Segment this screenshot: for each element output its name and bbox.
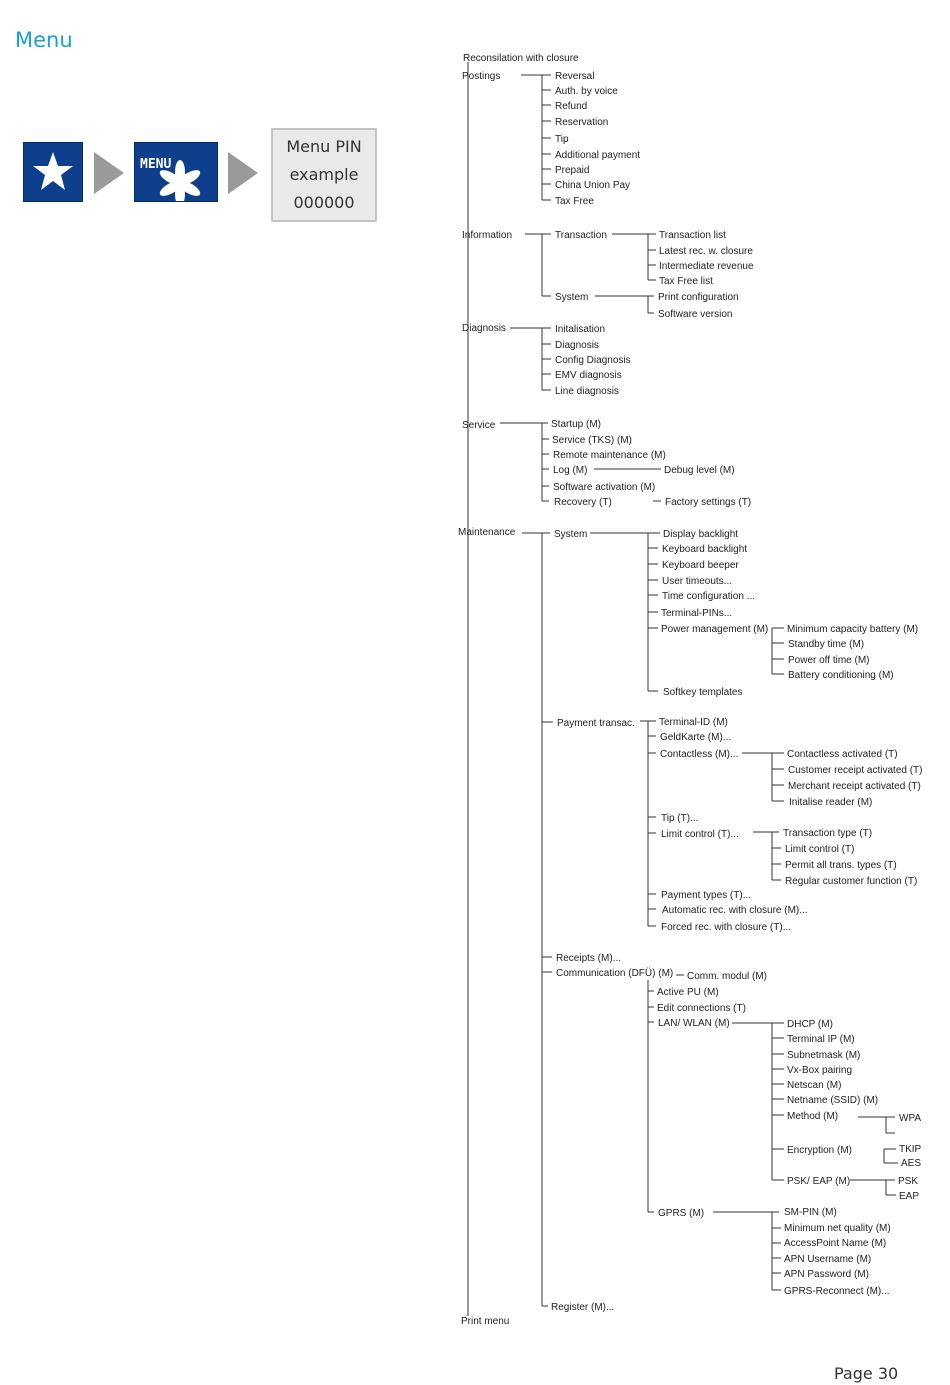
menu-item: Active PU (M) — [657, 987, 719, 998]
menu-item: Additional payment — [555, 150, 641, 161]
menu-item: Terminal-ID (M) — [659, 717, 728, 728]
page-heading: Menu — [15, 28, 73, 52]
menu-item: Softkey templates — [663, 687, 743, 698]
menu-item: Config Diagnosis — [555, 355, 631, 366]
menu-item: China Union Pay — [555, 180, 631, 191]
menu-item: Contactless activated (T) — [787, 749, 898, 760]
menu-item: Vx-Box pairing — [787, 1065, 853, 1076]
menu-item: Limit control (T)... — [661, 829, 739, 840]
menu-item: System — [555, 292, 589, 303]
menu-item: Permit all trans. types (T) — [785, 860, 897, 871]
menu-item: Tax Free list — [659, 276, 713, 287]
menu-item: Maintenance — [458, 527, 516, 538]
menu-item: Power off time (M) — [788, 655, 870, 666]
menu-item: Netname (SSID) (M) — [787, 1095, 879, 1106]
menu-item: Communication (DFÜ) (M) — [556, 968, 674, 979]
menu-item: GeldKarte (M)... — [660, 732, 732, 743]
menu-item: Reservation — [555, 117, 609, 128]
menu-item: AES — [901, 1158, 922, 1169]
menu-item: Keyboard beeper — [662, 560, 739, 571]
pin-box-title: Menu PIN — [286, 137, 362, 156]
menu-item: Regular customer function (T) — [785, 876, 918, 887]
menu-item: Display backlight — [663, 529, 739, 540]
menu-item: Line diagnosis — [555, 386, 619, 397]
menu-item: Minimum capacity battery (M) — [787, 624, 919, 635]
menu-item: WPA — [899, 1113, 922, 1124]
menu-item: Time configuration ... — [662, 591, 756, 602]
menu-item: PSK/ EAP (M) — [787, 1176, 851, 1187]
menu-item: Tax Free — [555, 196, 594, 207]
menu-item: Payment types (T)... — [661, 890, 752, 901]
menu-item: Factory settings (T) — [665, 497, 752, 508]
menu-item: Tip — [555, 134, 569, 145]
menu-item: LAN/ WLAN (M) — [658, 1018, 730, 1029]
menu-item: Contactless (M)... — [660, 749, 739, 760]
menu-item: Auth. by voice — [555, 86, 618, 97]
menu-item: Reconsilation with closure — [463, 53, 579, 64]
menu-item: Terminal-PINs... — [661, 608, 733, 619]
menu-item: Recovery (T) — [554, 497, 612, 508]
menu-item: Reversal — [555, 71, 595, 82]
menu-item: Prepaid — [555, 165, 590, 176]
menu-item: Merchant receipt activated (T) — [788, 781, 921, 792]
menu-item: Minimum net quality (M) — [784, 1223, 891, 1234]
menu-item: AccessPoint Name (M) — [784, 1238, 887, 1249]
menu-item: Register (M)... — [551, 1302, 615, 1313]
menu-item: Transaction — [555, 230, 607, 241]
menu-item: Payment transac. — [557, 718, 635, 729]
menu-item: Battery conditioning (M) — [788, 670, 894, 681]
menu-item: EMV diagnosis — [555, 370, 622, 381]
menu-item: APN Username (M) — [784, 1254, 872, 1265]
menu-item: APN Password (M) — [784, 1269, 870, 1280]
menu-item: DHCP (M) — [787, 1019, 833, 1030]
menu-item: Forced rec. with closure (T)... — [661, 922, 792, 933]
menu-item: Transaction type (T) — [783, 828, 873, 839]
menu-item: Limit control (T) — [785, 844, 855, 855]
menu-item: Customer receipt activated (T) — [788, 765, 923, 776]
menu-item: Remote maintenance (M) — [553, 450, 666, 461]
menu-item: TKIP — [899, 1144, 922, 1155]
tree-labels — [458, 53, 923, 1327]
menu-item: User timeouts... — [662, 576, 733, 587]
menu-item: Latest rec. w. closure — [659, 246, 753, 257]
menu-item: Software activation (M) — [553, 482, 656, 493]
menu-item: Keyboard backlight — [662, 544, 748, 555]
menu-item: Terminal IP (M) — [787, 1034, 855, 1045]
menu-item: Power management (M) — [661, 624, 769, 635]
page-number: Page 30 — [834, 1364, 899, 1383]
menu-item: PSK — [898, 1176, 919, 1187]
menu-item: Tip (T)... — [661, 813, 699, 824]
menu-item: Transaction list — [659, 230, 726, 241]
menu-item: Receipts (M)... — [556, 953, 622, 964]
menu-item: Debug level (M) — [664, 465, 735, 476]
menu-item: Refund — [555, 101, 588, 112]
menu-item: Software version — [658, 309, 733, 320]
menu-item: Log (M) — [553, 465, 588, 476]
menu-item: Standby time (M) — [788, 639, 865, 650]
menu-item: GPRS-Reconnect (M)... — [784, 1286, 890, 1297]
menu-item: Print menu — [461, 1316, 510, 1327]
menu-item: Diagnosis — [462, 323, 506, 334]
menu-item: Comm. modul (M) — [687, 971, 768, 982]
menu-item: GPRS (M) — [658, 1208, 705, 1219]
menu-item: SM-PIN (M) — [784, 1207, 837, 1218]
menu-item: Netscan (M) — [787, 1080, 842, 1091]
menu-item: Postings — [462, 71, 501, 82]
menu-item: Service — [462, 420, 496, 431]
menu-item: EAP — [899, 1191, 920, 1202]
pin-box-example: example — [289, 165, 359, 184]
menu-item: System — [554, 529, 588, 540]
menu-item: Service (TKS) (M) — [552, 435, 632, 446]
menu-item: Print configuration — [658, 292, 739, 303]
menu-item: Edit connections (T) — [657, 1003, 746, 1014]
menu-item: Startup (M) — [551, 419, 602, 430]
menu-item: Automatic rec. with closure (M)... — [662, 905, 808, 916]
pin-box-value: 000000 — [293, 193, 355, 212]
menu-item: Diagnosis — [555, 340, 599, 351]
menu-item: Initalisation — [555, 324, 606, 335]
menu-item: Intermediate revenue — [659, 261, 754, 272]
menu-item: Method (M) — [787, 1111, 839, 1122]
menu-item: Subnetmask (M) — [787, 1050, 861, 1061]
menu-key-label: MENU — [140, 157, 172, 172]
menu-item: Information — [462, 230, 513, 241]
menu-item: Encryption (M) — [787, 1145, 853, 1156]
menu-item: Initalise reader (M) — [789, 797, 873, 808]
